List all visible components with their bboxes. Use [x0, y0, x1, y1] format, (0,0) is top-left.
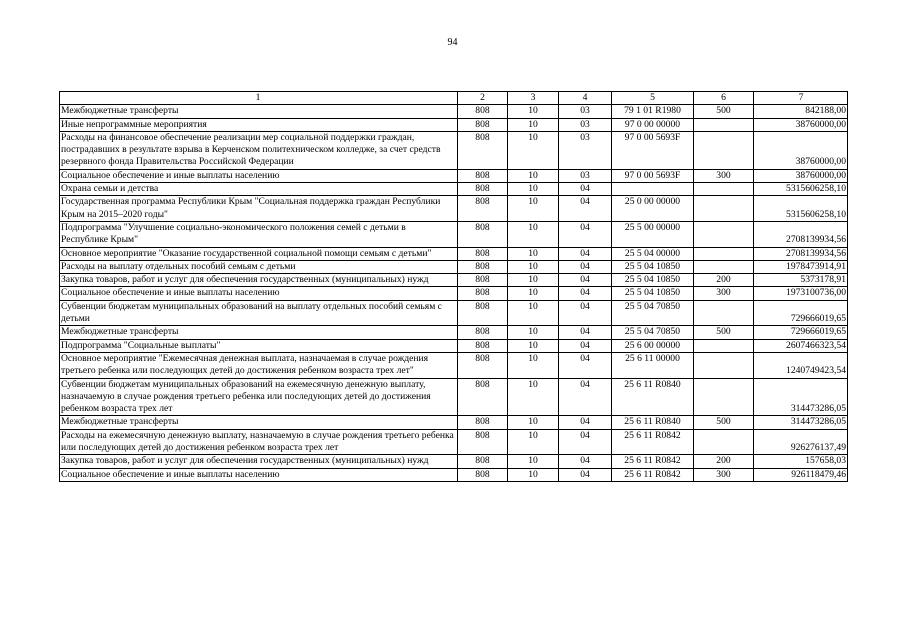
table-row	[60, 105, 848, 118]
row-code-5: 25 6 11 R0842	[612, 429, 694, 455]
row-code-3: 10	[508, 105, 559, 118]
row-code-4: 04	[559, 455, 612, 468]
row-code-5: 25 6 11 R0840	[612, 416, 694, 429]
row-code-3: 10	[508, 287, 559, 300]
row-code-3: 10	[508, 118, 559, 131]
row-code-5	[612, 183, 694, 196]
table-row	[60, 274, 848, 287]
row-code-5: 25 6 11 R0842	[612, 455, 694, 468]
row-name: Социальное обеспечение и иные выплаты населению	[60, 169, 458, 182]
table-row	[60, 378, 848, 416]
row-code-3: 10	[508, 183, 559, 196]
row-code-6: 200	[694, 455, 754, 468]
row-code-3: 10	[508, 326, 559, 339]
row-amount: 842188,00	[754, 105, 848, 118]
row-amount: 314473286,05	[754, 378, 848, 416]
row-code-5: 25 6 00 00000	[612, 339, 694, 352]
row-code-6	[694, 300, 754, 326]
row-amount: 157658,03	[754, 455, 848, 468]
row-name: Расходы на ежемесячную денежную выплату, назначаемую в случае рождения третьего ребенка или последующих детей до достижения ребенком возраста трех лет	[60, 429, 458, 455]
row-name: Расходы на выплату отдельных пособий семьям с детьми	[60, 260, 458, 273]
row-code-4: 04	[559, 429, 612, 455]
row-code-2: 808	[458, 468, 508, 481]
row-code-2: 808	[458, 274, 508, 287]
row-code-6: 500	[694, 416, 754, 429]
row-name: Государственная программа Республики Крым "Социальная поддержка граждан Республики Крым на 2015–2020 годы"	[60, 196, 458, 222]
row-amount: 38760000,00	[754, 131, 848, 169]
row-code-4: 04	[559, 221, 612, 247]
table-row	[60, 429, 848, 455]
table-row	[60, 196, 848, 222]
row-amount: 5315606258,10	[754, 183, 848, 196]
header-cell: 2	[458, 92, 508, 105]
row-code-3: 10	[508, 455, 559, 468]
table-row	[60, 169, 848, 182]
row-code-5: 25 6 11 R0842	[612, 468, 694, 481]
row-code-3: 10	[508, 378, 559, 416]
row-code-3: 10	[508, 429, 559, 455]
row-code-6: 300	[694, 468, 754, 481]
row-code-6	[694, 247, 754, 260]
row-code-4: 04	[559, 287, 612, 300]
header-cell: 5	[612, 92, 694, 105]
row-code-5: 25 5 04 00000	[612, 247, 694, 260]
table-row	[60, 326, 848, 339]
row-name: Субвенции бюджетам муниципальных образований на выплату отдельных пособий семьям с детьми	[60, 300, 458, 326]
row-name: Закупка товаров, работ и услуг для обеспечения государственных (муниципальных) нужд	[60, 455, 458, 468]
row-code-3: 10	[508, 300, 559, 326]
header-cell: 4	[559, 92, 612, 105]
row-code-4: 04	[559, 352, 612, 378]
row-code-6: 500	[694, 326, 754, 339]
header-cell: 3	[508, 92, 559, 105]
table-row	[60, 247, 848, 260]
row-amount: 729666019,65	[754, 300, 848, 326]
row-code-6	[694, 429, 754, 455]
row-code-2: 808	[458, 169, 508, 182]
row-code-4: 03	[559, 131, 612, 169]
row-code-4: 04	[559, 468, 612, 481]
row-code-3: 10	[508, 260, 559, 273]
row-code-6	[694, 221, 754, 247]
row-amount: 1978473914,91	[754, 260, 848, 273]
row-name: Расходы на финансовое обеспечение реализации мер социальной поддержки граждан, пострадавших в результате взрыва в Керченском политехническом колледже, за счет средств резервного фонда Правительства Российской Федерации	[60, 131, 458, 169]
row-code-5: 25 5 04 70850	[612, 326, 694, 339]
table-row	[60, 416, 848, 429]
row-code-6	[694, 118, 754, 131]
row-name: Закупка товаров, работ и услуг для обеспечения государственных (муниципальных) нужд	[60, 274, 458, 287]
row-code-2: 808	[458, 326, 508, 339]
row-code-2: 808	[458, 183, 508, 196]
row-code-2: 808	[458, 118, 508, 131]
row-code-4: 04	[559, 274, 612, 287]
table-row	[60, 300, 848, 326]
row-code-2: 808	[458, 416, 508, 429]
row-code-3: 10	[508, 169, 559, 182]
header-cell: 6	[694, 92, 754, 105]
row-amount: 38760000,00	[754, 118, 848, 131]
header-cell: 1	[60, 92, 458, 105]
row-name: Социальное обеспечение и иные выплаты населению	[60, 287, 458, 300]
row-name: Социальное обеспечение и иные выплаты населению	[60, 468, 458, 481]
row-amount: 5315606258,10	[754, 196, 848, 222]
row-code-4: 04	[559, 326, 612, 339]
row-code-3: 10	[508, 352, 559, 378]
row-code-5: 25 6 11 00000	[612, 352, 694, 378]
row-code-6: 500	[694, 105, 754, 118]
row-code-2: 808	[458, 339, 508, 352]
row-code-4: 04	[559, 260, 612, 273]
row-code-3: 10	[508, 247, 559, 260]
table-row	[60, 118, 848, 131]
row-code-5: 25 5 04 10850	[612, 260, 694, 273]
row-code-4: 03	[559, 105, 612, 118]
row-amount: 1973100736,00	[754, 287, 848, 300]
table-row	[60, 221, 848, 247]
row-code-3: 10	[508, 274, 559, 287]
row-code-5: 79 1 01 R1980	[612, 105, 694, 118]
row-code-2: 808	[458, 131, 508, 169]
table-row	[60, 468, 848, 481]
row-name: Иные непрограммные мероприятия	[60, 118, 458, 131]
budget-table	[59, 91, 848, 482]
table-row	[60, 183, 848, 196]
row-code-6	[694, 196, 754, 222]
row-amount: 2607466323,54	[754, 339, 848, 352]
row-code-2: 808	[458, 247, 508, 260]
page-number: 94	[447, 37, 458, 48]
row-code-6	[694, 352, 754, 378]
row-name: Межбюджетные трансферты	[60, 105, 458, 118]
row-code-2: 808	[458, 378, 508, 416]
row-name: Подпрограмма "Улучшение социально-экономического положения семей с детьми в Республике Крым"	[60, 221, 458, 247]
row-code-2: 808	[458, 105, 508, 118]
header-row	[60, 92, 848, 105]
row-code-5: 97 0 00 00000	[612, 118, 694, 131]
row-code-3: 10	[508, 221, 559, 247]
row-name: Межбюджетные трансферты	[60, 416, 458, 429]
row-code-6: 300	[694, 287, 754, 300]
row-code-4: 04	[559, 196, 612, 222]
row-code-4: 03	[559, 118, 612, 131]
row-code-4: 04	[559, 416, 612, 429]
row-code-2: 808	[458, 300, 508, 326]
row-code-4: 04	[559, 378, 612, 416]
row-code-3: 10	[508, 196, 559, 222]
row-amount: 1240749423,54	[754, 352, 848, 378]
row-code-5: 25 0 00 00000	[612, 196, 694, 222]
row-code-4: 04	[559, 183, 612, 196]
row-code-3: 10	[508, 131, 559, 169]
table-row	[60, 352, 848, 378]
row-name: Субвенции бюджетам муниципальных образований на ежемесячную денежную выплату, назначаемую в случае рождения третьего ребенка или последующих детей до достижения ребенком возраста трех лет	[60, 378, 458, 416]
row-name: Основное мероприятие "Ежемесячная денежная выплата, назначаемая в случае рождения третьего ребенка или последующих детей до достижения ребенком возраста трех лет"	[60, 352, 458, 378]
row-code-5: 25 5 04 70850	[612, 300, 694, 326]
table-row	[60, 339, 848, 352]
row-code-2: 808	[458, 429, 508, 455]
row-code-5: 25 5 04 10850	[612, 274, 694, 287]
row-amount: 314473286,05	[754, 416, 848, 429]
row-code-2: 808	[458, 221, 508, 247]
row-code-5: 97 0 00 5693F	[612, 131, 694, 169]
row-code-3: 10	[508, 339, 559, 352]
row-code-4: 04	[559, 247, 612, 260]
row-code-6	[694, 131, 754, 169]
row-code-6: 200	[694, 274, 754, 287]
row-code-5: 97 0 00 5693F	[612, 169, 694, 182]
row-code-2: 808	[458, 260, 508, 273]
row-amount: 926276137,49	[754, 429, 848, 455]
row-code-3: 10	[508, 416, 559, 429]
row-amount: 38760000,00	[754, 169, 848, 182]
row-code-2: 808	[458, 287, 508, 300]
row-amount: 729666019,65	[754, 326, 848, 339]
row-name: Межбюджетные трансферты	[60, 326, 458, 339]
row-name: Основное мероприятие "Оказание государственной социальной помощи семьям с детьми"	[60, 247, 458, 260]
row-amount: 5373178,91	[754, 274, 848, 287]
row-code-2: 808	[458, 455, 508, 468]
table-row	[60, 455, 848, 468]
row-code-5: 25 5 00 00000	[612, 221, 694, 247]
table-row	[60, 287, 848, 300]
row-code-6	[694, 339, 754, 352]
header-cell: 7	[754, 92, 848, 105]
row-code-4: 04	[559, 339, 612, 352]
row-code-4: 04	[559, 300, 612, 326]
row-code-5: 25 5 04 10850	[612, 287, 694, 300]
row-code-6	[694, 378, 754, 416]
table-row	[60, 260, 848, 273]
row-code-6: 300	[694, 169, 754, 182]
row-code-6	[694, 183, 754, 196]
row-code-4: 03	[559, 169, 612, 182]
row-code-5: 25 6 11 R0840	[612, 378, 694, 416]
row-name: Охрана семьи и детства	[60, 183, 458, 196]
row-code-6	[694, 260, 754, 273]
row-code-3: 10	[508, 468, 559, 481]
table-row	[60, 131, 848, 169]
row-amount: 2708139934,56	[754, 247, 848, 260]
row-code-2: 808	[458, 196, 508, 222]
row-name: Подпрограмма "Социальные выплаты"	[60, 339, 458, 352]
row-code-2: 808	[458, 352, 508, 378]
row-amount: 2708139934,56	[754, 221, 848, 247]
row-amount: 926118479,46	[754, 468, 848, 481]
